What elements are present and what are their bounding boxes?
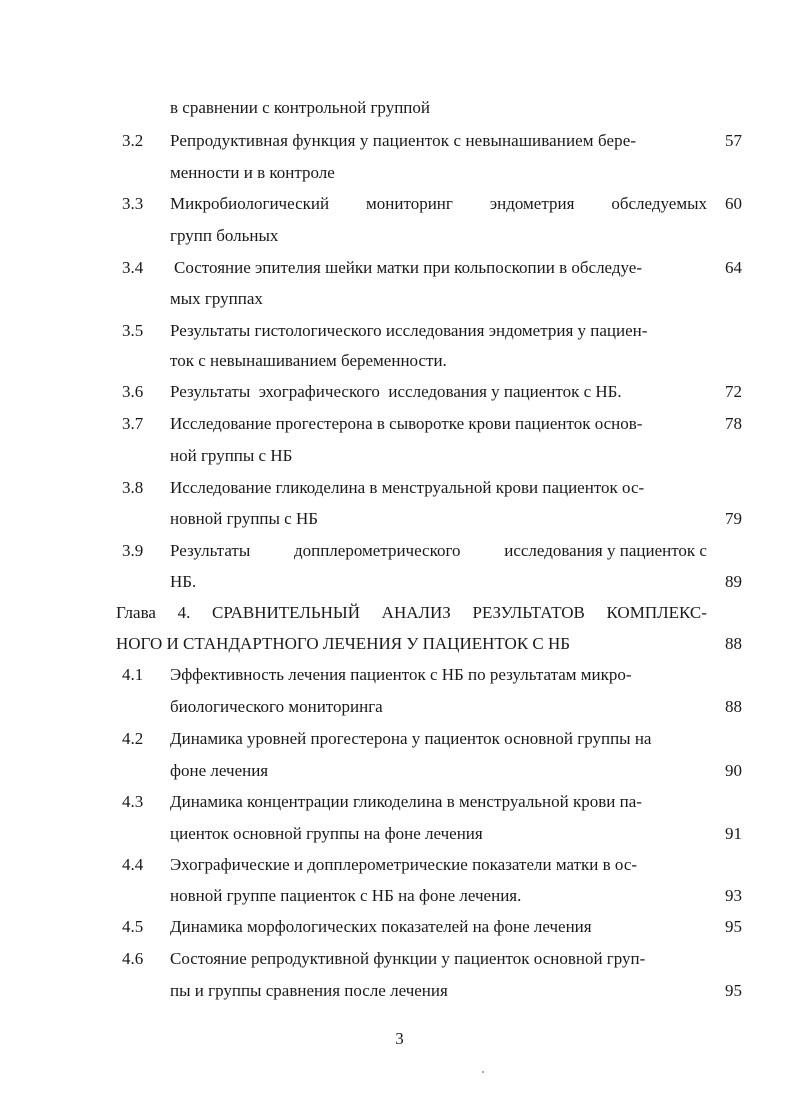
toc-entry-3-7-line2: ной группы с НБ bbox=[170, 446, 293, 465]
toc-page-4-5: 95 bbox=[725, 917, 742, 936]
toc-num-3-9: 3.9 bbox=[122, 541, 144, 560]
toc-entry-3-9-line2: НБ. bbox=[170, 572, 197, 591]
word: допплерометрического bbox=[293, 541, 461, 560]
toc-page-4-3: 91 bbox=[725, 824, 742, 843]
toc-entry-4-3-line2: циенток основной группы на фоне лечения bbox=[170, 824, 483, 843]
toc-num-4-5: 4.5 bbox=[122, 917, 144, 936]
toc-entry-3-7-line1: Исследование прогестерона в сыворотке крови пациенток основ- bbox=[170, 414, 643, 433]
toc-entry-4-6-line2: пы и группы сравнения после лечения bbox=[170, 981, 448, 1000]
toc-page-3-9: 89 bbox=[725, 572, 742, 591]
toc-entry-4-2-line2: фоне лечения bbox=[170, 761, 269, 780]
toc-entry-3-9-line1 bbox=[170, 541, 707, 561]
toc-page-3-8: 79 bbox=[725, 509, 742, 528]
toc-page-3-2: 57 bbox=[725, 131, 742, 150]
toc-entry-3-6-line1: Результаты эхографического исследования у пациенток с НБ. bbox=[170, 382, 622, 401]
toc-page-chapter-4: 88 bbox=[725, 634, 742, 653]
toc-page-3-4: 64 bbox=[725, 258, 742, 277]
toc-num-4-1: 4.1 bbox=[122, 665, 144, 684]
toc-num-3-6: 3.6 bbox=[122, 382, 144, 401]
toc-chapter-4-line1 bbox=[116, 603, 707, 623]
toc-num-3-7: 3.7 bbox=[122, 414, 144, 433]
toc-num-4-2: 4.2 bbox=[122, 729, 144, 748]
toc-num-3-3: 3.3 bbox=[122, 194, 144, 213]
toc-page-3-6: 72 bbox=[725, 382, 742, 401]
word: Микробиологический bbox=[170, 194, 330, 213]
word: Результаты bbox=[170, 541, 251, 560]
toc-entry-3-5-line2: ток с невынашиванием беременности. bbox=[170, 351, 447, 370]
toc-entry-3-2-line2: менности и в контроле bbox=[170, 163, 335, 182]
toc-page-3-3: 60 bbox=[725, 194, 742, 213]
word: 4. bbox=[177, 603, 191, 622]
toc-entry-3-4-line1: Состояние эпителия шейки матки при кольпоскопии в обследуе- bbox=[174, 258, 643, 277]
toc-page-4-4: 93 bbox=[725, 886, 742, 905]
word: обследуемых bbox=[611, 194, 707, 213]
toc-entry-3-3-line2: групп больных bbox=[170, 226, 279, 245]
toc-entry-4-1-line1: Эффективность лечения пациенток с НБ по результатам микро- bbox=[170, 665, 632, 684]
toc-page-3-7: 78 bbox=[725, 414, 742, 433]
word: АНАЛИЗ bbox=[381, 603, 451, 622]
toc-num-3-2: 3.2 bbox=[122, 131, 144, 150]
toc-num-3-4: 3.4 bbox=[122, 258, 144, 277]
toc-entry-3-8-line1: Исследование гликоделина в менструальной крови пациенток ос- bbox=[170, 478, 645, 497]
page-number: 3 bbox=[395, 1029, 404, 1048]
word: эндометрия bbox=[489, 194, 575, 213]
word: исследования у пациенток с bbox=[504, 541, 707, 560]
word: Глава bbox=[116, 603, 156, 622]
toc-entry-4-2-line1: Динамика уровней прогестерона у пациенток основной группы на bbox=[170, 729, 652, 748]
toc-num-3-5: 3.5 bbox=[122, 321, 144, 340]
scan-speck bbox=[482, 1071, 484, 1073]
toc-page-4-2: 90 bbox=[725, 761, 742, 780]
word: КОМПЛЕКС- bbox=[606, 603, 707, 622]
toc-continuation: в сравнении с контрольной группой bbox=[170, 98, 431, 117]
toc-page-4-6: 95 bbox=[725, 981, 742, 1000]
toc-entry-4-5-line1: Динамика морфологических показателей на фоне лечения bbox=[170, 917, 592, 936]
toc-entry-3-3-line1 bbox=[170, 194, 707, 214]
toc-entry-3-4-line2: мых группах bbox=[170, 289, 263, 308]
toc-num-4-3: 4.3 bbox=[122, 792, 144, 811]
toc-chapter-4-line2: НОГО И СТАНДАРТНОГО ЛЕЧЕНИЯ У ПАЦИЕНТОК С НБ bbox=[116, 634, 571, 653]
toc-entry-4-6-line1: Состояние репродуктивной функции у пациенток основной груп- bbox=[170, 949, 646, 968]
toc-entry-4-1-line2: биологического мониторинга bbox=[170, 697, 383, 716]
toc-num-3-8: 3.8 bbox=[122, 478, 144, 497]
toc-entry-4-3-line1: Динамика концентрации гликоделина в менструальной крови па- bbox=[170, 792, 642, 811]
toc-page-4-1: 88 bbox=[725, 697, 742, 716]
toc-entry-3-5-line1: Результаты гистологического исследования эндометрия у пациен- bbox=[170, 321, 648, 340]
word: РЕЗУЛЬТАТОВ bbox=[472, 603, 585, 622]
toc-entry-4-4-line1: Эхографические и допплерометрические показатели матки в ос- bbox=[170, 855, 638, 874]
word: СРАВНИТЕЛЬНЫЙ bbox=[212, 603, 361, 622]
toc-num-4-4: 4.4 bbox=[122, 855, 144, 874]
toc-num-4-6: 4.6 bbox=[122, 949, 144, 968]
toc-entry-3-8-line2: новной группы с НБ bbox=[170, 509, 319, 528]
word: мониторинг bbox=[366, 194, 453, 213]
toc-entry-3-2-line1: Репродуктивная функция у пациенток с невынашиванием бере- bbox=[170, 131, 637, 150]
toc-entry-4-4-line2: новной группе пациенток с НБ на фоне лечения. bbox=[170, 886, 522, 905]
